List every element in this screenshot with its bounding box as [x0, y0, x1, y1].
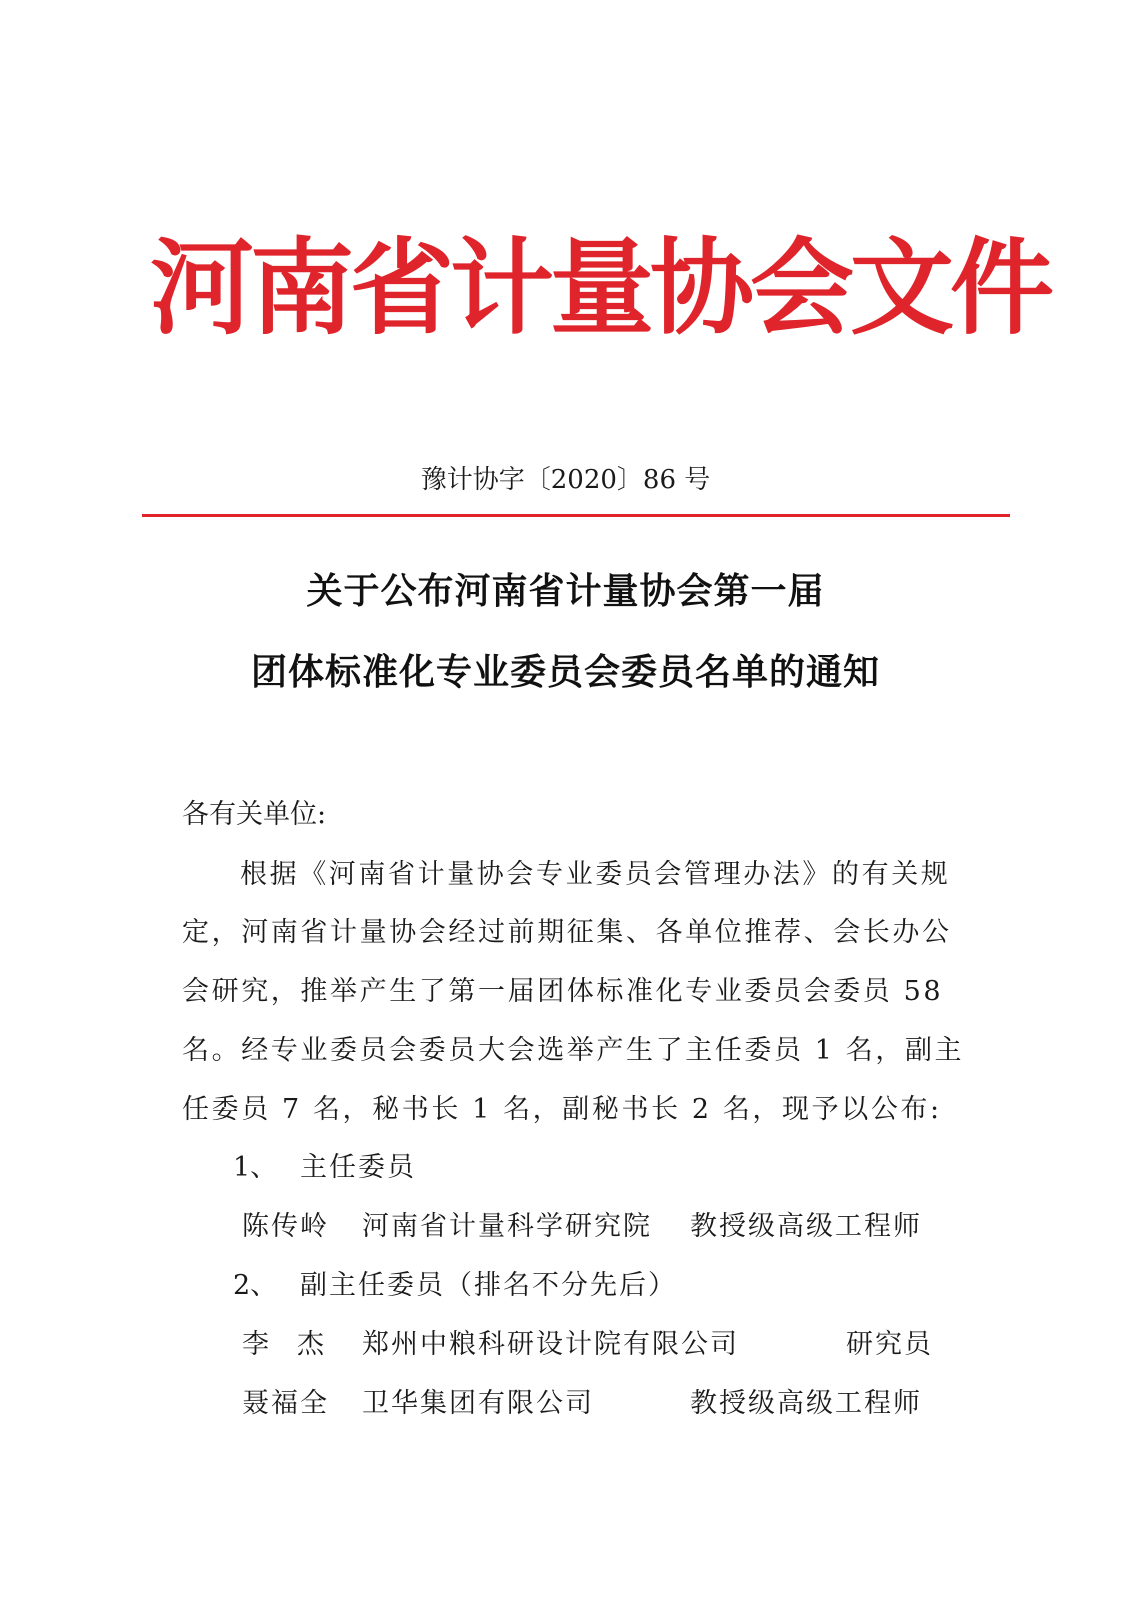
paragraph-line: 名。经专业委员会委员大会选举产生了主任委员 1 名，副主 — [182, 1035, 965, 1066]
paragraph-line: 任委员 7 名，秘书长 1 名，副秘书长 2 名，现予以公布: — [182, 1094, 942, 1125]
masthead-title: 河南省计量协会文件 — [150, 226, 1051, 349]
document-number: 豫计协字〔2020〕86 号 — [420, 465, 711, 495]
member-title: 研究员 — [846, 1329, 933, 1360]
red-divider-rule — [142, 514, 1010, 517]
section-number: 2、 — [233, 1270, 278, 1301]
paragraph-line: 会研究，推举产生了第一届团体标准化专业委员会委员 58 — [182, 976, 944, 1007]
section-heading-deputy-directors: 副主任委员（排名不分先后） — [300, 1270, 677, 1301]
member-name: 李杰 — [242, 1329, 352, 1360]
paragraph-line: 根据《河南省计量协会专业委员会管理办法》的有关规 — [240, 859, 951, 890]
member-title: 教授级高级工程师 — [690, 1388, 922, 1419]
member-name: 聂福全 — [242, 1388, 329, 1419]
salutation: 各有关单位: — [182, 799, 327, 830]
member-organization: 河南省计量科学研究院 — [362, 1211, 652, 1242]
notice-title-line-1: 关于公布河南省计量协会第一届 — [306, 571, 825, 612]
section-heading-director: 主任委员 — [300, 1152, 416, 1183]
notice-title-line-2: 团体标准化专业委员会委员名单的通知 — [250, 652, 880, 693]
paragraph-line: 定，河南省计量协会经过前期征集、各单位推荐、会长办公 — [182, 917, 952, 948]
member-name: 陈传岭 — [242, 1211, 329, 1242]
section-number: 1、 — [233, 1152, 278, 1183]
member-organization: 卫华集团有限公司 — [362, 1388, 594, 1419]
member-title: 教授级高级工程师 — [690, 1211, 922, 1242]
member-organization: 郑州中粮科研设计院有限公司 — [362, 1329, 739, 1360]
